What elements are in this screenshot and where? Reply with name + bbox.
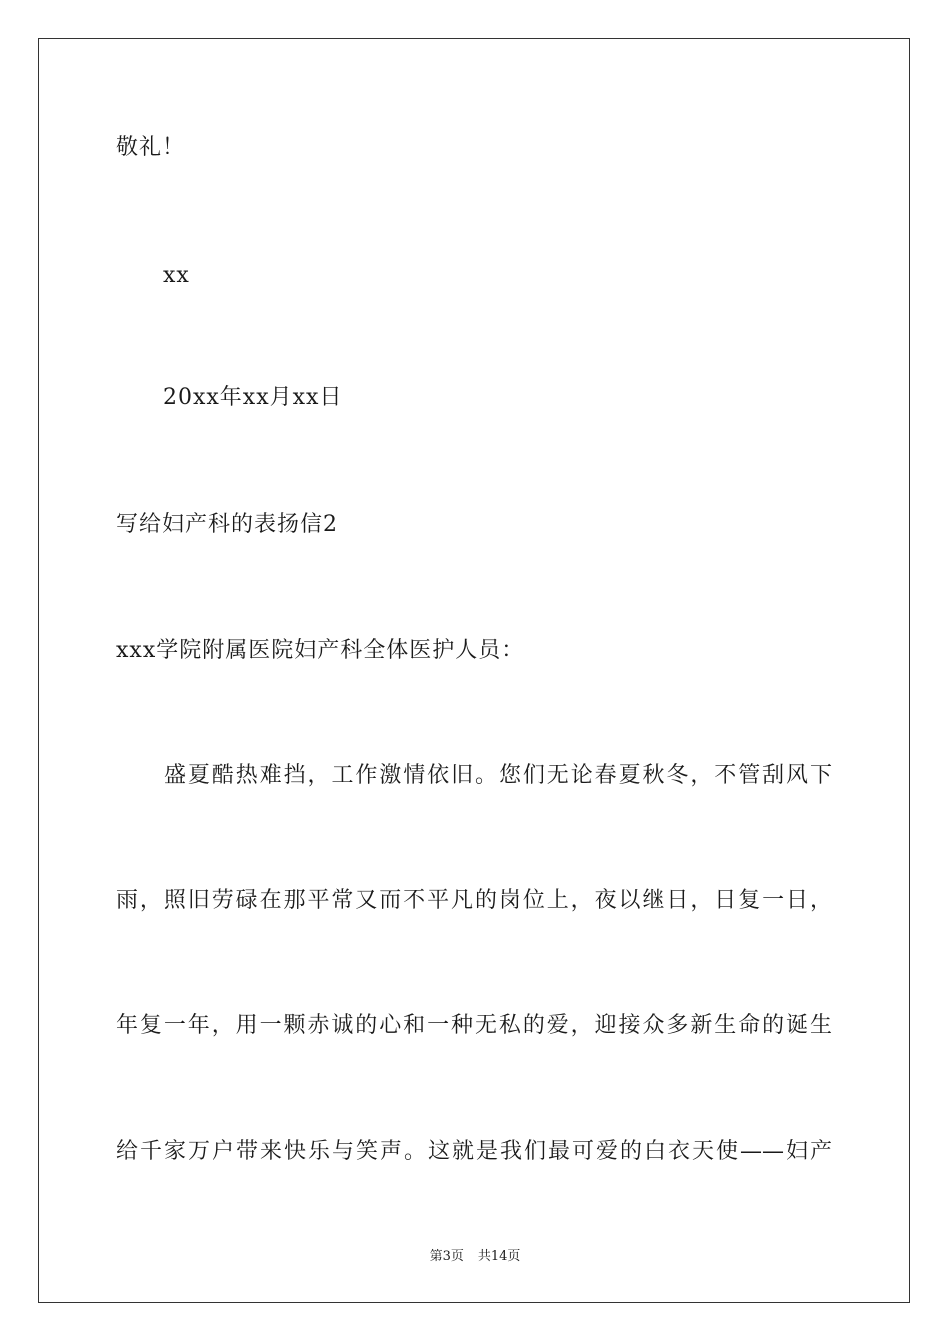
closing-salutation: 敬礼！: [116, 135, 186, 160]
signature-name: xx: [163, 263, 190, 288]
page-footer: [0, 1248, 950, 1266]
signature-date: 20xx年xx月xx日: [163, 385, 343, 410]
body-line-1: 盛夏酷热难挡，工作激情依旧。您们无论春夏秋冬，不管刮风下: [164, 763, 832, 788]
letter-title: 写给妇产科的表扬信2: [116, 512, 338, 537]
page-number-total: 共14页: [477, 1249, 521, 1264]
letter-recipient: xxx学院附属医院妇产科全体医护人员：: [116, 638, 525, 663]
body-line-2: 雨，照旧劳碌在那平常又而不平凡的岗位上，夜以继日，日复一日，: [116, 888, 832, 913]
body-line-4: 给千家万户带来快乐与笑声。这就是我们最可爱的白衣天使——妇产: [116, 1139, 832, 1164]
page-border: [38, 38, 910, 1303]
page-number-current: 第3页: [429, 1249, 464, 1264]
body-line-3: 年复一年，用一颗赤诚的心和一种无私的爱，迎接众多新生命的诞生: [116, 1013, 832, 1038]
